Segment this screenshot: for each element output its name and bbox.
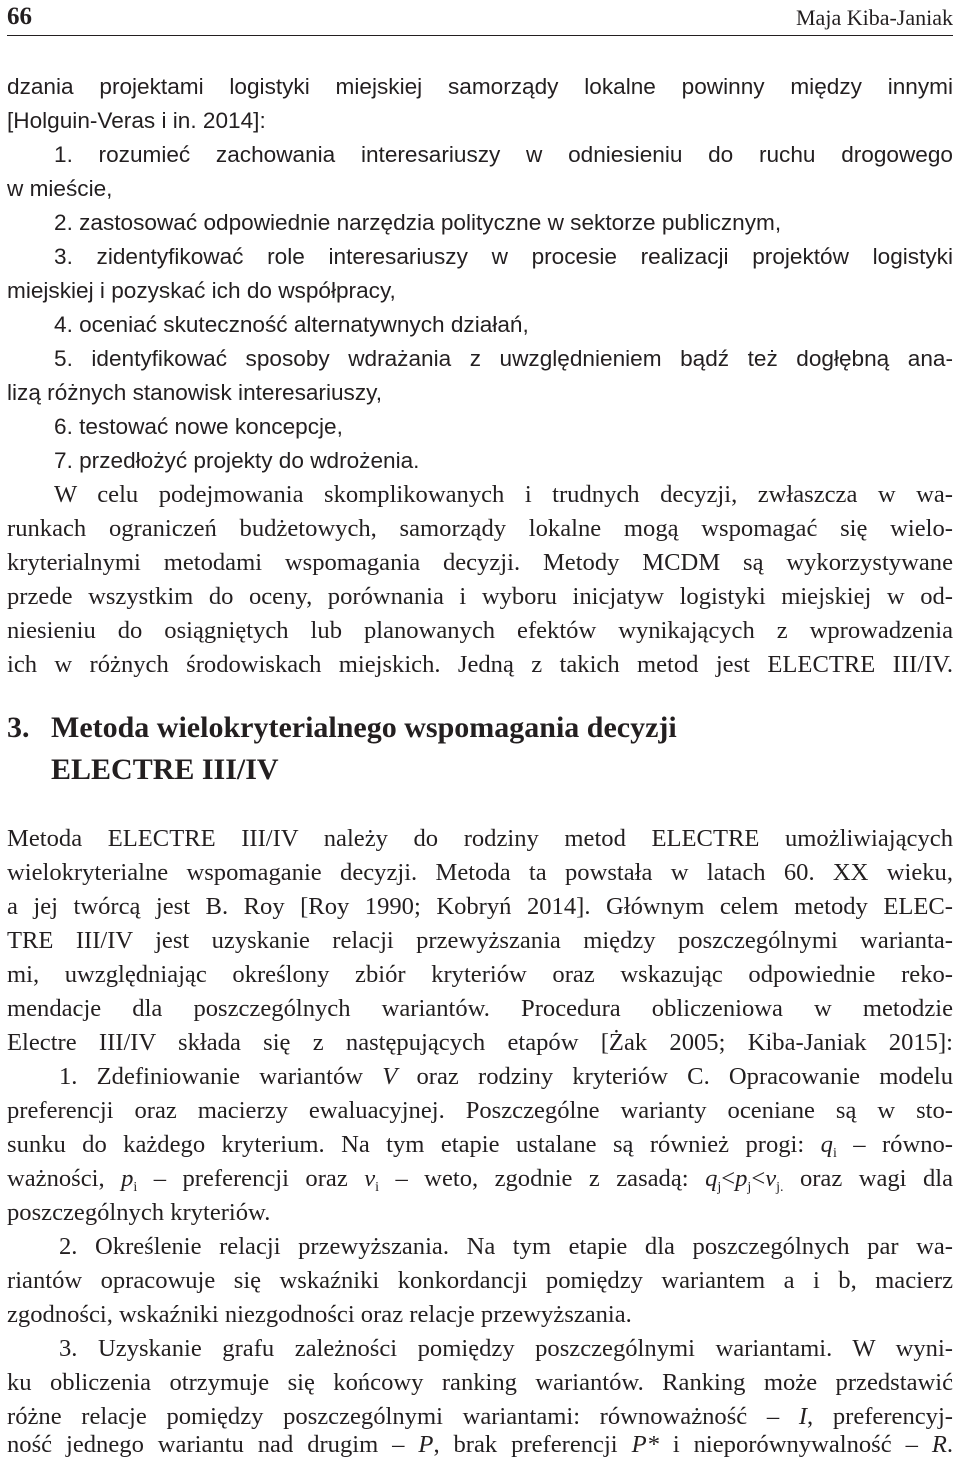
step-1-line: ważności, $p_i$ – preferencji oraz $v_i$ – weto, zgodnie z zasadą: $q_j<p_j<v_{j.}$ oraz wagi dla [7,1165,954,1195]
step-3-line: ku obliczenia otrzymuje się końcowy ranking wariantów. Ranking może przedstawić [7,1369,953,1396]
text-line: dzania projektami logistyki miejskiej samorządy lokalne powinny między innymi [7,74,953,99]
section-title-line1: Metoda wielokryterialnego wspomagania decyzji [51,711,677,744]
paragraph-line: W celu podejmowania skomplikowanych i trudnych decyzji, zwłaszcza w wa- [54,481,953,508]
paragraph-line: mi, uwzględniając określony zbiór kryteriów oraz wskazując odpowiednie reko- [7,961,953,988]
step-2-line: 2. Określenie relacji przewyższania. Na tym etapie dla poszczególnych par wa- [59,1233,953,1260]
step-3-line: różne relacje pomiędzy poszczególnymi wariantami: równoważność – I, preferencyj- [7,1403,953,1430]
list-item: 5. identyfikować sposoby wdrażania z uwzględnieniem bądź też dogłębną ana- [54,346,953,371]
list-item: 4. oceniać skuteczność alternatywnych działań, [54,312,529,337]
step-1-line: 1. Zdefiniowanie wariantów V oraz rodziny kryteriów C. Opracowanie modelu [59,1063,953,1090]
step-1-line: preferencji oraz macierzy ewaluacyjnej. Poszczególne warianty oceniane są w sto- [7,1097,953,1124]
list-item-continuation: lizą różnych stanowisk interesariuszy, [7,380,383,405]
section-number: 3. [7,711,30,744]
step-1-line: sunku do każdego kryterium. Na tym etapie ustalane są również progi: $q_i$ – równo- [7,1131,953,1161]
paragraph-line: Metoda ELECTRE III/IV należy do rodziny metod ELECTRE umożliwiających [7,825,953,852]
running-head-author: Maja Kiba-Janiak [796,5,953,30]
list-item: 6. testować nowe koncepcje, [54,414,343,439]
paragraph-line: TRE III/IV jest uzyskanie relacji przewyższania między poszczególnymi warianta- [7,927,953,954]
step-3-line: ność jednego wariantu nad drugim – P, brak preferencji P* i nieporównywalność – R. [7,1431,954,1458]
step-2-line: riantów opracowuje się wskaźniki konkordancji pomiędzy wariantem a i b, macierz [7,1267,953,1294]
step-1-line: poszczególnych kryteriów. [7,1199,271,1226]
paragraph-line: mendacje dla poszczególnych wariantów. Procedura obliczeniowa w metodzie [7,995,953,1022]
list-item: 7. przedłożyć projekty do wdrożenia. [54,448,420,473]
step-2-line: zgodności, wskaźniki niezgodności oraz relacje przewyższania. [7,1301,632,1328]
text-line: [Holguin-Veras i in. 2014]: [7,108,266,133]
paragraph-line: przede wszystkim do oceny, porównania i wyboru inicjatyw logistyki miejskiej w od- [7,583,953,610]
paragraph-line: wielokryterialne wspomaganie decyzji. Metoda ta powstała w latach 60. XX wieku, [7,859,953,886]
page-header [7,0,953,36]
list-item-continuation: w mieście, [7,176,113,201]
paragraph-line: a jej twórcą jest B. Roy [Roy 1990; Kobryń 2014]. Głównym celem metody ELEC- [7,893,953,920]
list-item: 3. zidentyfikować role interesariuszy w procesie realizacji projektów logistyki [54,244,953,269]
header-rule [7,35,953,36]
paragraph-line: Electre III/IV składa się z następujących etapów [Żak 2005; Kiba-Janiak 2015]: [7,1029,953,1056]
page-number: 66 [7,3,32,30]
paragraph-line: kryterialnymi metodami wspomagania decyzji. Metody MCDM są wykorzystywane [7,549,953,576]
list-item-continuation: miejskiej i pozyskać ich do współpracy, [7,278,396,303]
paragraph-line: niesieniu do osiągniętych lub planowanych efektów wynikających z wprowadzenia [7,617,953,644]
paragraph-line: runkach ograniczeń budżetowych, samorządy lokalne mogą wspomagać się wielo- [7,515,953,542]
step-3-line: 3. Uzyskanie grafu zależności pomiędzy poszczególnymi wariantami. W wyni- [59,1335,953,1362]
paragraph-line: ich w różnych środowiskach miejskich. Jedną z takich metod jest ELECTRE III/IV. [7,651,953,678]
section-heading [7,708,677,748]
section-title-line2: ELECTRE III/IV [51,753,279,786]
list-item: 1. rozumieć zachowania interesariuszy w odniesieniu do ruchu drogowego [54,142,953,167]
list-item: 2. zastosować odpowiednie narzędzia polityczne w sektorze publicznym, [54,210,782,235]
